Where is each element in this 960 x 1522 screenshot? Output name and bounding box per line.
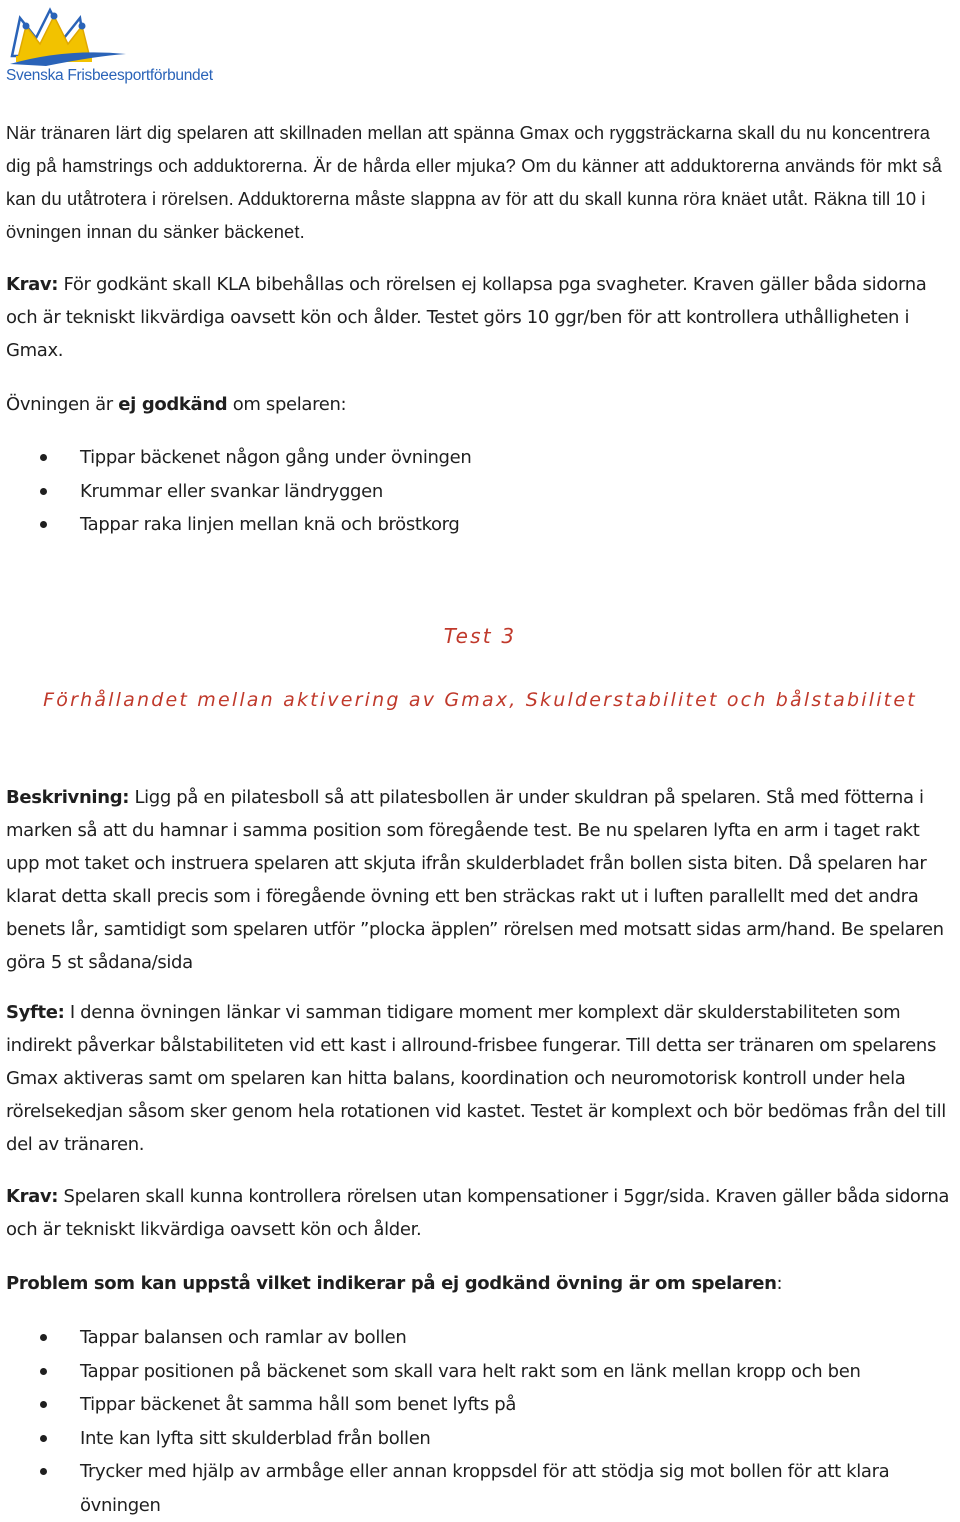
fail-intro-pre: Övningen är	[6, 394, 119, 415]
problem-heading-bold: Problem som kan uppstå vilket indikerar på ej godkänd övning är om spelaren	[6, 1273, 777, 1294]
description-text: Ligg på en pilatesboll så att pilatesbollen är under skuldran på spelaren. Stå med fötterna i marken så att du hamnar i samma position som föregående test. Be nu spelaren lyfta en arm i taget rakt upp mot taket och instruera spelaren att skjuta ifrån skulderbladet från bollen sista biten. Då spelaren har klarat detta skall precis som i föregående övning ett ben sträckas rakt ut i luften parallellt med det andra benets lår, samtidigt som spelaren utför ”plocka äpplen” rörelsen med motsatt sidas arm/hand. Be spelaren göra 5 st sådana/sida	[6, 787, 944, 973]
list-item	[0, 441, 960, 475]
fail-criteria-list	[0, 441, 960, 542]
list-item	[0, 475, 960, 509]
list-item-text: Tippar bäckenet någon gång under övningen	[80, 447, 472, 468]
purpose-label: Syfte:	[6, 1002, 65, 1023]
description-label: Beskrivning:	[6, 787, 130, 808]
list-item	[0, 1388, 960, 1422]
purpose-text: I denna övningen länkar vi samman tidigare moment mer komplext där skulderstabiliteten som indirekt påverkar bålstabiliteten vid ett kast i allround-frisbee fungerar. Till detta ser tränaren om spelarens Gmax aktiveras samt om spelaren kan hitta balans, koordination och neuromotorisk kontroll under hela rörelsekedjan såsom sker genom hela rotationen vid kastet. Testet är komplext och bör bedömas från del till del av tränaren.	[6, 1002, 946, 1155]
federation-logo	[6, 4, 218, 88]
bullet-icon	[40, 1401, 47, 1408]
problem-heading-colon: :	[776, 1273, 783, 1294]
list-item	[0, 1355, 960, 1389]
list-item	[0, 1455, 960, 1522]
fail-intro	[6, 388, 956, 421]
list-item-text: Inte kan lyfta sitt skulderblad från bollen	[80, 1427, 431, 1449]
krav-text: För godkänt skall KLA bibehållas och rörelsen ej kollapsa pga svagheter. Kraven gäller båda sidorna och är tekniskt likvärdiga oavsett kön och ålder. Testet görs 10 ggr/ben för att kontrollera uthålligheten i Gmax.	[6, 274, 927, 361]
list-item-text: Trycker med hjälp av armbåge eller annan kroppsdel för att stödja sig mot bollen för att klara övningen	[80, 1461, 890, 1516]
bullet-icon	[40, 454, 47, 461]
list-item-text: Tappar positionen på bäckenet som skall vara helt rakt som en länk mellan kropp och ben	[80, 1360, 861, 1382]
list-item	[0, 1321, 960, 1355]
problem-list	[0, 1321, 960, 1522]
list-item	[0, 1422, 960, 1456]
bullet-icon	[40, 1334, 47, 1341]
crown-icon	[6, 4, 218, 68]
bullet-icon	[40, 1368, 47, 1375]
krav-paragraph-1	[6, 268, 956, 367]
bullet-icon	[40, 521, 47, 528]
logo-text: Svenska Frisbeesportförbundet	[6, 67, 213, 84]
krav-label-2: Krav:	[6, 1186, 59, 1207]
krav-text-2: Spelaren skall kunna kontrollera rörelsen utan kompensationer i 5ggr/sida. Kraven gäller båda sidorna och är tekniskt likvärdiga oavsett kön och ålder.	[6, 1186, 950, 1240]
list-item-text: Tappar balansen och ramlar av bollen	[80, 1327, 407, 1348]
fail-intro-post: om spelaren:	[227, 394, 347, 415]
test-title: Test 3	[443, 624, 517, 648]
bullet-icon	[40, 488, 47, 495]
problem-heading	[6, 1267, 956, 1300]
bullet-icon	[40, 1435, 47, 1442]
list-item-text: Tippar bäckenet åt samma håll som benet lyfts på	[80, 1394, 517, 1415]
description-paragraph	[6, 781, 956, 979]
krav-label: Krav:	[6, 274, 59, 295]
list-item-text: Krummar eller svankar ländryggen	[80, 480, 383, 502]
list-item	[0, 508, 960, 542]
test-subtitle: Förhållandet mellan aktivering av Gmax, Skulderstabilitet och bålstabilitet	[43, 689, 917, 711]
purpose-paragraph	[6, 996, 956, 1161]
list-item-text: Tappar raka linjen mellan knä och bröstkorg	[80, 514, 460, 535]
bullet-icon	[40, 1468, 47, 1475]
krav-paragraph-2	[6, 1180, 956, 1246]
not-approved-label: ej godkänd	[118, 394, 228, 415]
intro-paragraph: När tränaren lärt dig spelaren att skillnaden mellan att spänna Gmax och ryggsträckarna skall du nu koncentrera dig på hamstrings och adduktorerna. Är de hårda eller mjuka? Om du känner att adduktorerna används för mkt så kan du utåtrotera i rörelsen. Adduktorerna måste slappna av för att du skall kunna röra knäet utåt. Räkna till 10 i övningen innan du sänker bäckenet.	[6, 122, 942, 242]
